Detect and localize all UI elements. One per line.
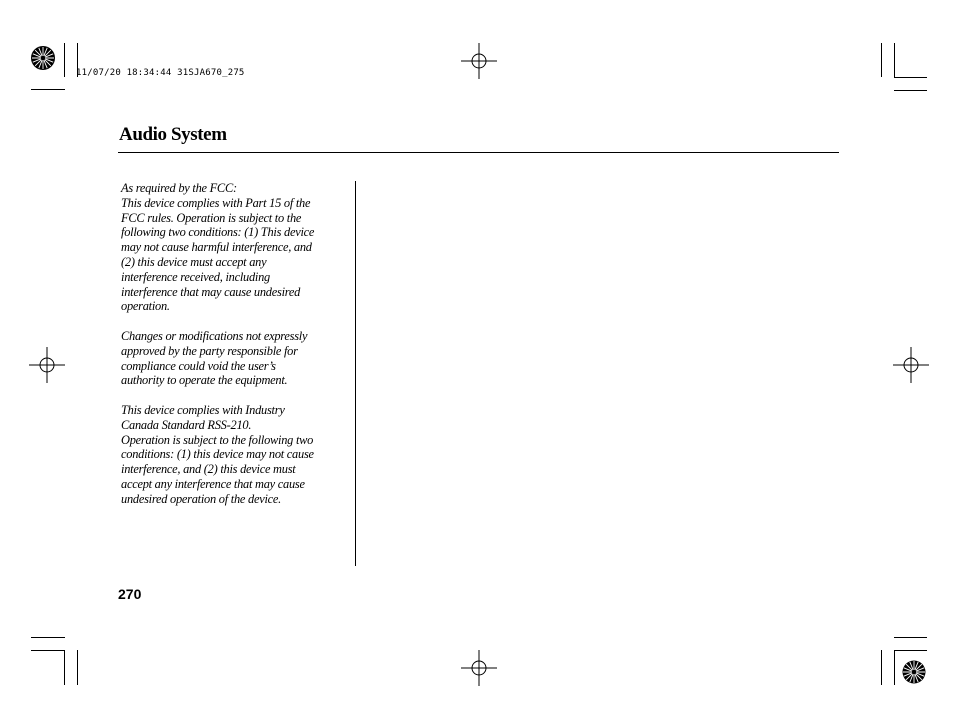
industry-canada-body: Operation is subject to the following two conditions: (1) this device may not cause interference, and (2) this device must accept any interference that may cause undesired operation of the device. bbox=[121, 432, 314, 506]
crosshair-mark-icon bbox=[461, 43, 497, 79]
crop-mark-tr-h2 bbox=[894, 90, 927, 91]
crop-mark-br-v2 bbox=[894, 650, 895, 685]
changes-notice-block bbox=[121, 329, 353, 388]
page-number: 270 bbox=[118, 586, 142, 602]
crop-mark-bl-h2 bbox=[31, 650, 65, 651]
crosshair-mark-icon bbox=[893, 347, 929, 383]
crop-mark-br-h1 bbox=[894, 637, 927, 638]
fcc-intro: As required by the FCC: bbox=[121, 181, 237, 195]
crop-mark-br-v1 bbox=[881, 650, 882, 685]
page-title: Audio System bbox=[119, 124, 227, 145]
print-timestamp: 11/07/20 18:34:44 31SJA670_275 bbox=[76, 68, 245, 78]
registration-target-icon bbox=[901, 659, 927, 685]
title-underline bbox=[118, 152, 839, 153]
crop-mark-tl-h bbox=[31, 89, 65, 90]
crop-mark-tl-v1 bbox=[64, 43, 65, 77]
changes-notice: Changes or modifications not expressly approved by the party responsible for compliance could void the user’s authority to operate the equipment. bbox=[121, 329, 308, 388]
industry-canada-intro: This device complies with Industry Canada Standard RSS-210. bbox=[121, 403, 285, 432]
crosshair-mark-icon bbox=[461, 650, 497, 686]
industry-canada-statement bbox=[121, 403, 353, 507]
crop-mark-bl-v2 bbox=[77, 650, 78, 685]
crop-mark-bl-h1 bbox=[31, 637, 65, 638]
crosshair-mark-icon bbox=[29, 347, 65, 383]
column-divider bbox=[355, 181, 356, 566]
crop-mark-tr-v2 bbox=[894, 43, 895, 77]
fcc-body: This device complies with Part 15 of the FCC rules. Operation is subject to the following two conditions: (1) This device may not cause harmful interference, and (2) this device must accept any interference received, including interference that may cause undesired operation. bbox=[121, 195, 315, 314]
crop-mark-tr-h1 bbox=[894, 77, 927, 78]
crop-mark-bl-v1 bbox=[64, 650, 65, 685]
registration-target-icon bbox=[30, 45, 56, 71]
crop-mark-tr-v1 bbox=[881, 43, 882, 77]
crop-mark-br-h2 bbox=[894, 650, 927, 651]
fcc-statement bbox=[121, 181, 353, 314]
